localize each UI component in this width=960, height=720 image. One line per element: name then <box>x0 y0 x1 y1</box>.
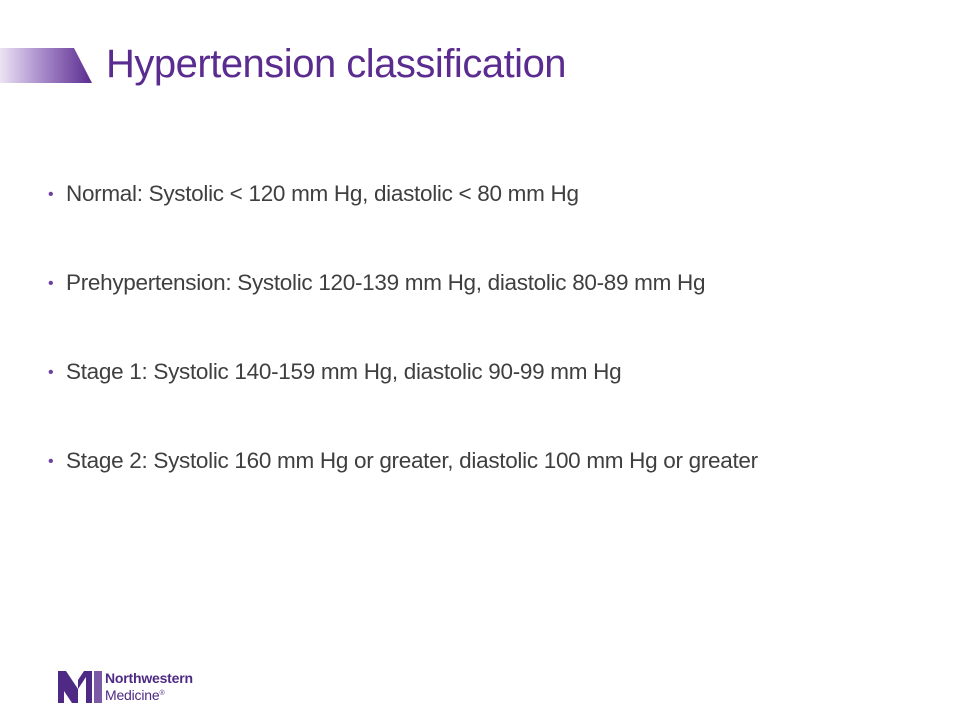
title-accent-bar <box>0 48 92 83</box>
bullet-item-normal <box>48 176 888 213</box>
bullet-item-stage-2 <box>48 443 888 480</box>
nm-monogram-icon <box>58 671 102 703</box>
logo-wordmark-medicine: Medicine® <box>105 687 165 703</box>
bullet-text: Prehypertension: Systolic 120-139 mm Hg, diastolic 80-89 mm Hg <box>66 270 706 295</box>
bullet-text: Stage 1: Systolic 140-159 mm Hg, diastolic 90-99 mm Hg <box>66 359 622 384</box>
bullet-icon: • <box>48 186 54 203</box>
slide-title: Hypertension classification <box>106 42 567 86</box>
bullet-list <box>48 176 888 532</box>
bullet-item-stage-1 <box>48 354 888 391</box>
bullet-text: Stage 2: Systolic 160 mm Hg or greater, diastolic 100 mm Hg or greater <box>66 448 758 473</box>
northwestern-medicine-logo <box>58 670 193 704</box>
bullet-icon: • <box>48 453 54 470</box>
registered-mark: ® <box>159 690 165 697</box>
bullet-icon: • <box>48 364 54 381</box>
bullet-item-prehypertension <box>48 265 888 302</box>
logo-wordmark-northwestern: Northwestern <box>105 670 193 686</box>
bullet-text: Normal: Systolic < 120 mm Hg, diastolic < 80 mm Hg <box>66 181 579 206</box>
bullet-icon: • <box>48 275 54 292</box>
